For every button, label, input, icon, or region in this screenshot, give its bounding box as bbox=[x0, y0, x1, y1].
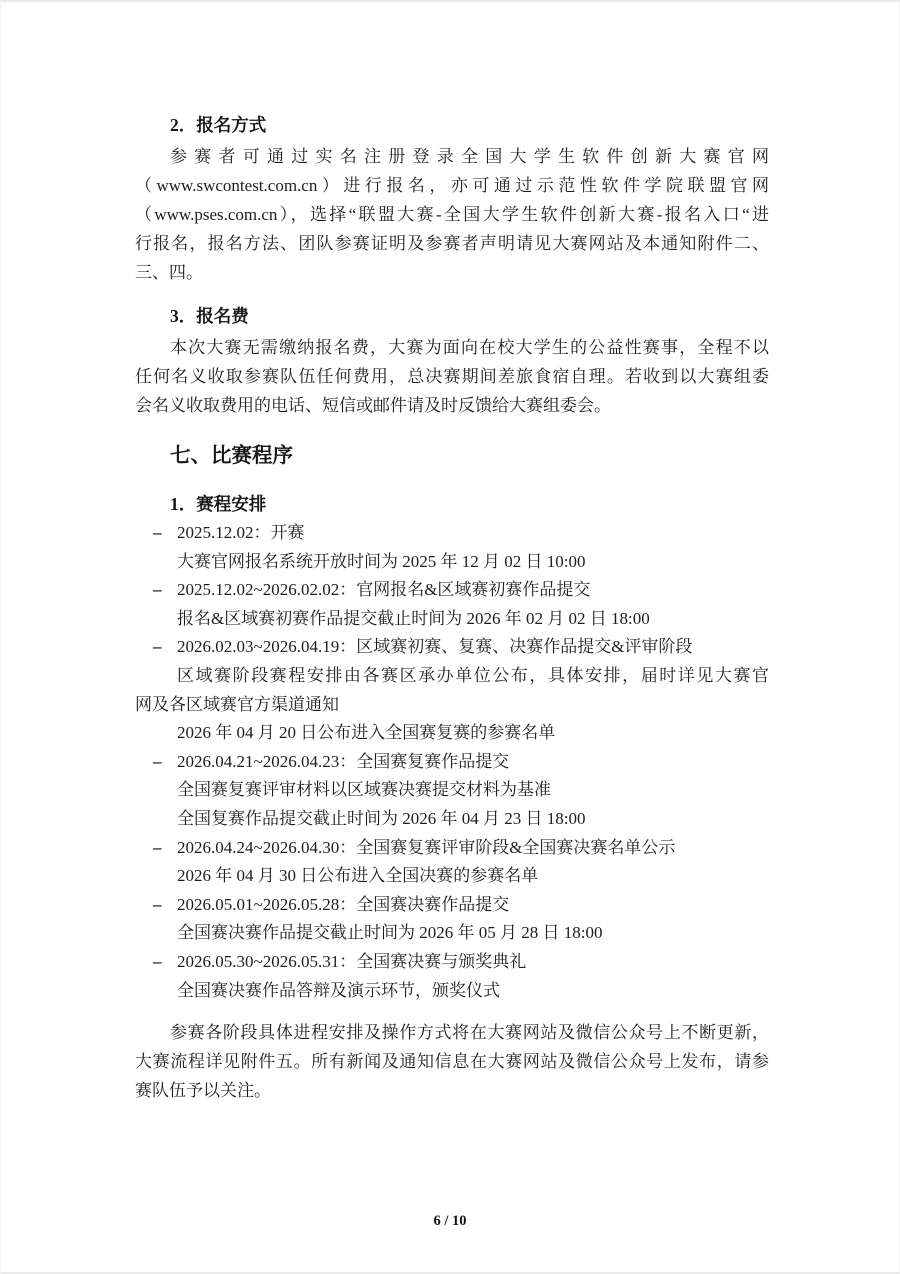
paragraph-line: 参赛者可通过实名注册登录全国大学生软件创新大赛官网 bbox=[170, 147, 769, 166]
schedule-line: 大赛官网报名系统开放时间为 2025 年 12 月 02 日 10:00 bbox=[177, 551, 586, 571]
page-content bbox=[1, 2, 899, 1105]
chapter-7-heading: 七、比赛程序 bbox=[170, 445, 293, 467]
schedule-line: 2026 年 04 月 20 日公布进入全国赛复赛的参赛名单 bbox=[177, 723, 556, 743]
paragraph-line: （www.pses.com.cn），选择“联盟大赛-全国大学生软件创新大赛-报名入口“进 bbox=[135, 205, 769, 224]
dash-bullet: – bbox=[153, 580, 162, 600]
schedule-line bbox=[135, 834, 769, 863]
closing-paragraph bbox=[135, 1018, 769, 1105]
schedule-text: 2025.12.02：开赛 bbox=[177, 523, 305, 542]
schedule-line: 2026 年 04 月 30 日公布进入全国决赛的参赛名单 bbox=[177, 866, 539, 886]
section-2-heading: 2．报名方式 bbox=[170, 115, 267, 135]
schedule-line bbox=[135, 748, 769, 777]
dash-bullet: – bbox=[153, 894, 162, 914]
schedule-list bbox=[135, 519, 769, 1005]
paragraph-line: （www.swcontest.com.cn）进行报名，亦可通过示范性软件学院联盟官网 bbox=[135, 176, 769, 195]
dash-bullet: – bbox=[153, 751, 162, 771]
paragraph-line: 大赛流程详见附件五。所有新闻及通知信息在大赛网站及微信公众号上发布，请参 bbox=[135, 1052, 769, 1072]
paragraph-line: 会名义收取费用的电话、短信或邮件请及时反馈给大赛组委会。 bbox=[135, 396, 611, 415]
section-3-heading: 3．报名费 bbox=[170, 306, 249, 326]
schedule-line: 报名&区域赛初赛作品提交截止时间为 2026 年 02 月 02 日 18:00 bbox=[177, 608, 650, 628]
schedule-text: 2026.02.03~2026.04.19：区域赛初赛、复赛、决赛作品提交&评审阶段 bbox=[177, 637, 693, 657]
schedule-text: 2026.04.24~2026.04.30：全国赛复赛评审阶段&全国赛决赛名单公示 bbox=[177, 837, 676, 857]
paragraph-line: 三、四。 bbox=[135, 263, 203, 282]
registration-method-paragraph bbox=[135, 142, 769, 287]
registration-fee-paragraph bbox=[135, 333, 769, 420]
schedule-line bbox=[135, 633, 769, 662]
paragraph-line: 行报名，报名方法、团队参赛证明及参赛者声明请见大赛网站及本通知附件二、 bbox=[135, 234, 769, 253]
schedule-line bbox=[135, 576, 769, 605]
paragraph-line: 赛队伍予以关注。 bbox=[135, 1081, 271, 1101]
schedule-line: 全国赛决赛作品提交截止时间为 2026 年 05 月 28 日 18:00 bbox=[177, 923, 603, 943]
schedule-line: 区域赛阶段赛程安排由各赛区承办单位公布，具体安排，届时详见大赛官 bbox=[177, 665, 769, 685]
dash-bullet: – bbox=[153, 523, 162, 542]
schedule-line: 全国赛复赛评审材料以区域赛决赛提交材料为基准 bbox=[177, 780, 551, 800]
schedule-line: 全国复赛作品提交截止时间为 2026 年 04 月 23 日 18:00 bbox=[177, 808, 586, 828]
page-number: 6 / 10 bbox=[433, 1213, 467, 1229]
schedule-line bbox=[135, 948, 769, 977]
paragraph-line: 参赛各阶段具体进程安排及操作方式将在大赛网站及微信公众号上不断更新， bbox=[170, 1023, 769, 1043]
schedule-text: 2026.04.21~2026.04.23：全国赛复赛作品提交 bbox=[177, 751, 510, 771]
schedule-text: 2026.05.01~2026.05.28：全国赛决赛作品提交 bbox=[177, 894, 510, 914]
schedule-line bbox=[135, 891, 769, 920]
dash-bullet: – bbox=[153, 837, 162, 857]
dash-bullet: – bbox=[153, 951, 162, 971]
schedule-heading: 1．赛程安排 bbox=[170, 494, 267, 514]
schedule-line: 网及各区域赛官方渠道通知 bbox=[135, 694, 339, 714]
schedule-text: 2026.05.30~2026.05.31：全国赛决赛与颁奖典礼 bbox=[177, 951, 527, 971]
schedule-line: 全国赛决赛作品答辩及演示环节，颁奖仪式 bbox=[177, 980, 500, 1000]
schedule-line bbox=[135, 519, 769, 548]
schedule-text: 2025.12.02~2026.02.02：官网报名&区域赛初赛作品提交 bbox=[177, 580, 591, 600]
paragraph-line: 任何名义收取参赛队伍任何费用，总决赛期间差旅食宿自理。若收到以大赛组委 bbox=[135, 367, 769, 386]
paragraph-line: 本次大赛无需缴纳报名费，大赛为面向在校大学生的公益性赛事，全程不以 bbox=[170, 338, 769, 357]
dash-bullet: – bbox=[153, 637, 162, 657]
